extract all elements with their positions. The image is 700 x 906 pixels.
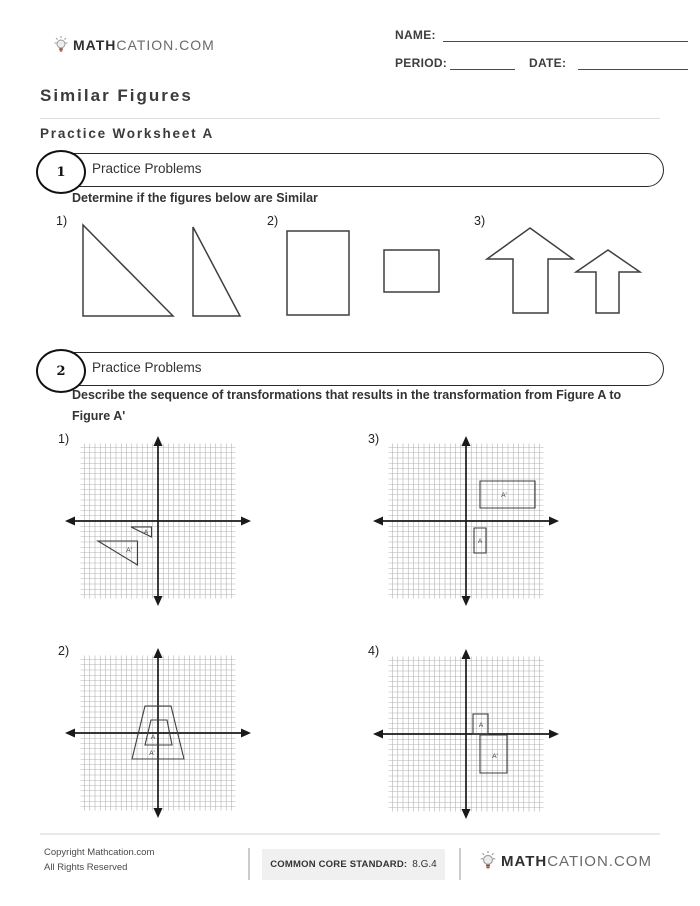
grid-canvas [62,435,254,607]
period-blank-line [450,68,515,70]
worksheet-subtitle: Practice Worksheet A [40,126,215,141]
coordinate-grid [62,647,254,819]
problem-label: 2) [267,214,279,228]
brand-bold: MATH [73,37,117,53]
arrow-small [576,250,640,313]
axis-arrowhead-icon [549,730,559,739]
brand-text [73,37,215,53]
figure-a-label: A [477,538,483,545]
header-logo [54,36,215,54]
footer-divider-right [459,848,461,880]
section1-banner-label: Practice Problems [92,161,202,176]
date-blank-line [578,68,688,70]
title-divider [40,118,660,119]
grid-problem-label: 2) [58,644,70,658]
figure-a-prime-label: A' [149,750,155,757]
axis-arrowhead-icon [154,648,163,658]
common-core-box [262,849,445,880]
rectangle-small [384,250,439,292]
figure-a-prime-label: A' [501,492,507,499]
section1-number-badge: 1 [36,150,86,194]
axis-arrowhead-icon [241,517,251,526]
axis-arrowhead-icon [241,729,251,738]
grid-problem-label: 1) [58,432,70,446]
arrow-large [487,228,573,313]
footer-brand-text [501,853,652,870]
common-core-value: 8.G.4 [412,859,437,870]
grid-problem-label: 3) [368,432,380,446]
footer-divider-left [248,848,250,880]
section2-instruction [72,385,652,426]
problem-label: 1) [56,214,68,228]
section2-instruction-line1: Describe the sequence of transformations that results in the transformation from Figure A to [72,388,622,402]
axis-arrowhead-icon [549,517,559,526]
figure-a-label: A [143,529,149,536]
grid-canvas [62,647,254,819]
grid-problem-label: 4) [368,644,380,658]
period-label: PERIOD: [395,56,448,70]
axis-arrowhead-icon [373,517,383,526]
coordinate-grid [62,435,254,607]
problem-label: 3) [474,214,486,228]
triangle-large [83,225,173,316]
axis-arrowhead-icon [373,730,383,739]
section2-banner-label: Practice Problems [92,360,202,375]
coordinate-grid [370,648,562,820]
lightbulb-icon [480,851,496,871]
axis-arrowhead-icon [65,517,75,526]
axis-arrowhead-icon [462,809,471,819]
section1-instruction: Determine if the figures below are Similar [72,191,318,205]
lightbulb-icon [54,36,68,54]
figure-a-prime-label: A' [492,753,498,760]
figure-a-label: A [478,722,484,729]
grid-canvas [370,435,562,607]
footer-brand-rest: CATION.COM [547,852,652,870]
axis-arrowhead-icon [154,808,163,818]
footer-copyright [44,845,154,875]
axis-arrowhead-icon [65,729,75,738]
figure-a-label: A [150,734,156,741]
name-label: NAME: [395,28,436,42]
figure-a-prime-label: A' [126,547,132,554]
copyright-line1: Copyright Mathcation.com [44,847,155,858]
footer-logo [480,851,652,871]
name-blank-line [443,40,688,42]
brand-rest: CATION.COM [116,37,215,53]
axis-arrowhead-icon [154,596,163,606]
axis-arrowhead-icon [462,596,471,606]
common-core-label: COMMON CORE STANDARD: [270,859,408,870]
axis-arrowhead-icon [154,436,163,446]
triangle-small [193,227,240,316]
axis-arrowhead-icon [462,436,471,446]
coordinate-grid [370,435,562,607]
axis-arrowhead-icon [462,649,471,659]
date-label: DATE: [529,56,567,70]
footer-brand-bold: MATH [501,852,548,870]
rectangle-tall [287,231,349,315]
page-title: Similar Figures [40,86,193,105]
figures-canvas [40,213,660,325]
grid-canvas [370,648,562,820]
figure-a-shape [131,527,152,537]
section2-number-badge: 2 [36,349,86,393]
footer-divider [40,833,660,835]
copyright-line2: All Rights Reserved [44,862,128,873]
section2-instruction-line2: Figure A' [72,408,126,423]
